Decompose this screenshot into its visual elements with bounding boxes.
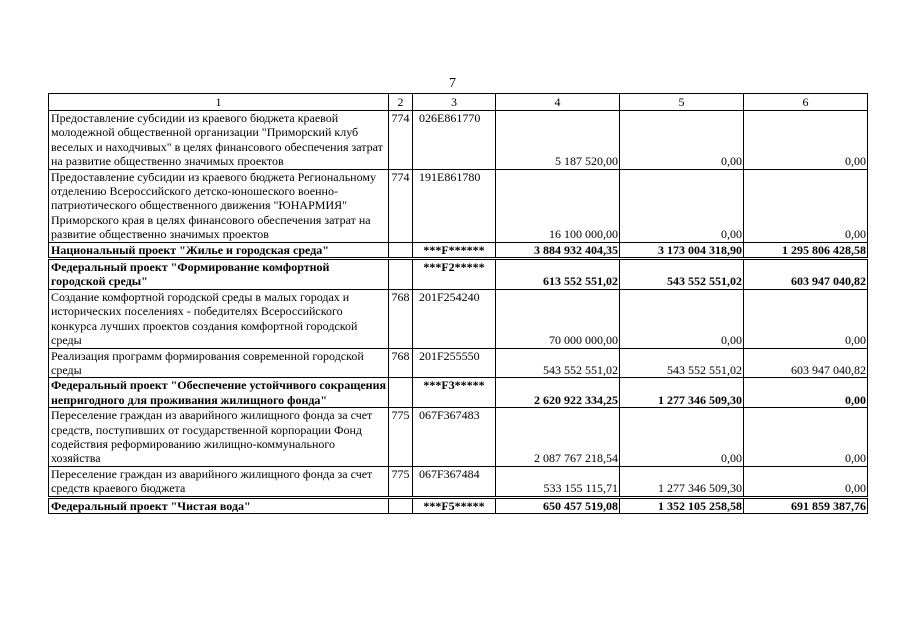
row-target-code: 201F255550	[413, 348, 496, 378]
row-amount-1: 533 155 115,71	[496, 466, 620, 497]
row-description: Переселение граждан из аварийного жилищного фонда за счет средств краевого бюджета	[49, 466, 389, 497]
row-grbs-code: 768	[389, 348, 413, 378]
table-row	[49, 348, 868, 378]
table-row	[49, 111, 868, 170]
table-row-subtotal	[49, 497, 868, 513]
page-number: 7	[449, 76, 456, 91]
row-amount-1: 650 457 519,08	[496, 497, 620, 513]
row-amount-2: 543 552 551,02	[620, 348, 744, 378]
table-row	[49, 169, 868, 242]
row-amount-3: 0,00	[744, 378, 868, 408]
row-target-code: 026E861770	[413, 111, 496, 170]
header-col-2: 2	[389, 94, 413, 111]
row-amount-3: 603 947 040,82	[744, 259, 868, 290]
row-grbs-code	[389, 242, 413, 258]
header-col-3: 3	[413, 94, 496, 111]
row-amount-2: 0,00	[620, 169, 744, 242]
row-amount-2: 0,00	[620, 111, 744, 170]
row-target-code: ***F5*****	[413, 497, 496, 513]
row-amount-2: 1 352 105 258,58	[620, 497, 744, 513]
row-description: Федеральный проект "Формирование комфортной городской среды"	[49, 259, 389, 290]
table-header-row	[49, 94, 868, 111]
row-grbs-code	[389, 259, 413, 290]
row-target-code: ***F3*****	[413, 378, 496, 408]
row-target-code: ***F******	[413, 242, 496, 258]
budget-table	[48, 93, 868, 514]
table-row-total	[49, 242, 868, 258]
row-description: Федеральный проект "Чистая вода"	[49, 497, 389, 513]
row-amount-2: 0,00	[620, 408, 744, 467]
row-grbs-code: 775	[389, 408, 413, 467]
row-description: Реализация программ формирования современной городской среды	[49, 348, 389, 378]
row-amount-3: 691 859 387,76	[744, 497, 868, 513]
row-description: Предоставление субсидии из краевого бюджета Региональному отделению Всероссийского детско-юношеского военно-патриотического общественного движения "ЮНАРМИЯ" Приморского края в целях финансового обеспечения затрат на развитие общественно значимых проектов	[49, 169, 389, 242]
header-col-5: 5	[620, 94, 744, 111]
row-target-code: 067F367484	[413, 466, 496, 497]
row-description: Переселение граждан из аварийного жилищного фонда за счет средств, поступивших от государственной корпорации Фонд содействия реформированию жилищно-коммунального хозяйства	[49, 408, 389, 467]
row-amount-3: 0,00	[744, 111, 868, 170]
row-amount-3: 0,00	[744, 408, 868, 467]
row-amount-2: 1 277 346 509,30	[620, 378, 744, 408]
row-target-code: 067F367483	[413, 408, 496, 467]
row-amount-3: 603 947 040,82	[744, 348, 868, 378]
row-amount-3: 0,00	[744, 289, 868, 348]
row-amount-3: 0,00	[744, 466, 868, 497]
row-amount-3: 1 295 806 428,58	[744, 242, 868, 258]
row-amount-3: 0,00	[744, 169, 868, 242]
table-row	[49, 289, 868, 348]
row-amount-1: 16 100 000,00	[496, 169, 620, 242]
row-description: Предоставление субсидии из краевого бюджета краевой молодежной общественной организации "Приморский клуб веселых и находчивых" в целях финансового обеспечения затрат на развитие общественно значимых проектов	[49, 111, 389, 170]
row-grbs-code	[389, 497, 413, 513]
row-description: Федеральный проект "Обеспечение устойчивого сокращения непригодного для проживания жилищного фонда"	[49, 378, 389, 408]
row-grbs-code: 775	[389, 466, 413, 497]
row-amount-1: 3 884 932 404,35	[496, 242, 620, 258]
table-row-subtotal	[49, 378, 868, 408]
row-target-code: ***F2*****	[413, 259, 496, 290]
row-amount-1: 2 087 767 218,54	[496, 408, 620, 467]
row-amount-1: 2 620 922 334,25	[496, 378, 620, 408]
row-amount-2: 0,00	[620, 289, 744, 348]
row-amount-2: 1 277 346 509,30	[620, 466, 744, 497]
row-description: Создание комфортной городской среды в малых городах и исторических поселениях - победителях Всероссийского конкурса лучших проектов создания комфортной городской среды	[49, 289, 389, 348]
row-target-code: 201F254240	[413, 289, 496, 348]
header-col-1: 1	[49, 94, 389, 111]
table-row	[49, 466, 868, 497]
header-col-6: 6	[744, 94, 868, 111]
row-amount-1: 613 552 551,02	[496, 259, 620, 290]
row-target-code: 191E861780	[413, 169, 496, 242]
row-amount-1: 5 187 520,00	[496, 111, 620, 170]
row-description: Национальный проект "Жилье и городская среда"	[49, 242, 389, 258]
row-grbs-code: 774	[389, 111, 413, 170]
row-amount-1: 543 552 551,02	[496, 348, 620, 378]
row-amount-2: 3 173 004 318,90	[620, 242, 744, 258]
table-row-subtotal	[49, 259, 868, 290]
row-grbs-code: 768	[389, 289, 413, 348]
row-grbs-code: 774	[389, 169, 413, 242]
header-col-4: 4	[496, 94, 620, 111]
table-row	[49, 408, 868, 467]
row-amount-1: 70 000 000,00	[496, 289, 620, 348]
row-amount-2: 543 552 551,02	[620, 259, 744, 290]
row-grbs-code	[389, 378, 413, 408]
